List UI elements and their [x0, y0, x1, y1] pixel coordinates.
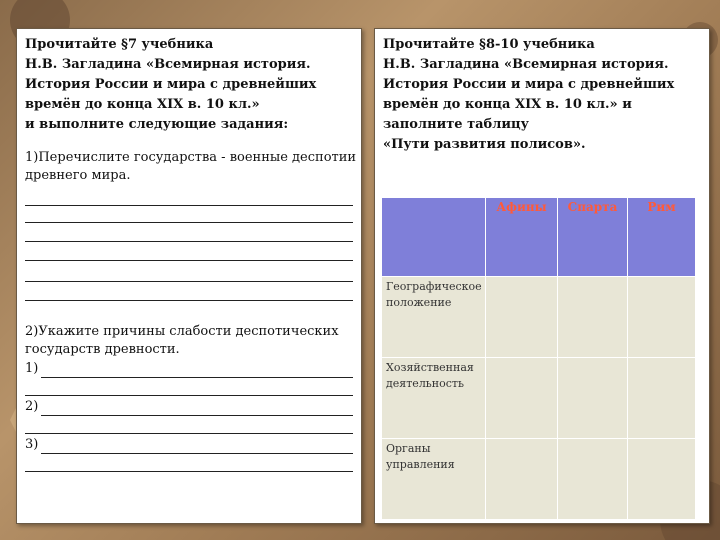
row-label-line: Географическое	[386, 280, 482, 293]
column-header-athens: Афины	[486, 198, 558, 277]
left-card	[16, 28, 362, 524]
answer-line[interactable]	[41, 377, 353, 378]
answer-line[interactable]	[25, 471, 353, 472]
right-card	[374, 28, 710, 524]
answer-line[interactable]	[41, 415, 353, 416]
row-label-line: деятельность	[386, 377, 464, 390]
instruction-line: Прочитайте §8-10 учебника	[383, 37, 595, 52]
instruction-line: Н.В. Загладина «Всемирная история.	[25, 57, 311, 72]
answer-number: 3)	[25, 437, 39, 452]
answer-line[interactable]	[25, 281, 353, 282]
column-header-sparta: Спарта	[558, 198, 628, 277]
instruction-line: времён до конца XIX в. 10 кл.» и	[383, 97, 632, 112]
instruction-line: История России и мира с древнейших	[383, 77, 675, 92]
row-label-line: управления	[386, 458, 455, 471]
table-cell[interactable]	[628, 439, 696, 520]
instruction-line: времён до конца XIX в. 10 кл.»	[25, 97, 260, 112]
row-label	[382, 439, 486, 520]
answer-line[interactable]	[25, 260, 353, 261]
instruction-line: История России и мира с древнейших	[25, 77, 317, 92]
polis-table	[381, 197, 696, 520]
instruction-line: Н.В. Загладина «Всемирная история.	[383, 57, 669, 72]
row-label-line: Органы	[386, 442, 431, 455]
instruction-line: «Пути развития полисов».	[383, 137, 586, 152]
instruction-line: Прочитайте §7 учебника	[25, 37, 214, 52]
table-cell[interactable]	[628, 277, 696, 358]
row-label-line: Хозяйственная	[386, 361, 474, 374]
left-instruction	[25, 35, 345, 135]
table-cell[interactable]	[628, 358, 696, 439]
right-instruction	[383, 35, 693, 155]
answer-line[interactable]	[25, 395, 353, 396]
table-cell[interactable]	[486, 439, 558, 520]
task-line: государств древности.	[25, 342, 180, 357]
answer-line[interactable]	[25, 222, 353, 223]
task-1-text	[25, 149, 355, 185]
table-corner-cell	[382, 198, 486, 277]
row-label-line: положение	[386, 296, 452, 309]
task-line: древнего мира.	[25, 168, 131, 183]
row-label	[382, 358, 486, 439]
table-row	[382, 358, 696, 439]
table-cell[interactable]	[558, 439, 628, 520]
answer-line[interactable]	[25, 433, 353, 434]
instruction-line: и выполните следующие задания:	[25, 117, 289, 132]
answer-line[interactable]	[25, 241, 353, 242]
table-cell[interactable]	[486, 277, 558, 358]
column-header-rome: Рим	[628, 198, 696, 277]
task-line: 2)Укажите причины слабости деспотических	[25, 324, 339, 339]
task-2-text	[25, 323, 355, 359]
table-cell[interactable]	[558, 358, 628, 439]
answer-number: 1)	[25, 361, 39, 376]
table-row	[382, 277, 696, 358]
table-cell[interactable]	[558, 277, 628, 358]
instruction-line: заполните таблицу	[383, 117, 529, 132]
answer-line[interactable]	[41, 453, 353, 454]
task-line: 1)Перечислите государства - военные деспотии	[25, 150, 357, 165]
answer-line[interactable]	[25, 300, 353, 301]
row-label	[382, 277, 486, 358]
answer-line[interactable]	[25, 205, 353, 206]
table-row	[382, 439, 696, 520]
answer-number: 2)	[25, 399, 39, 414]
table-cell[interactable]	[486, 358, 558, 439]
table-header-row	[382, 198, 696, 277]
